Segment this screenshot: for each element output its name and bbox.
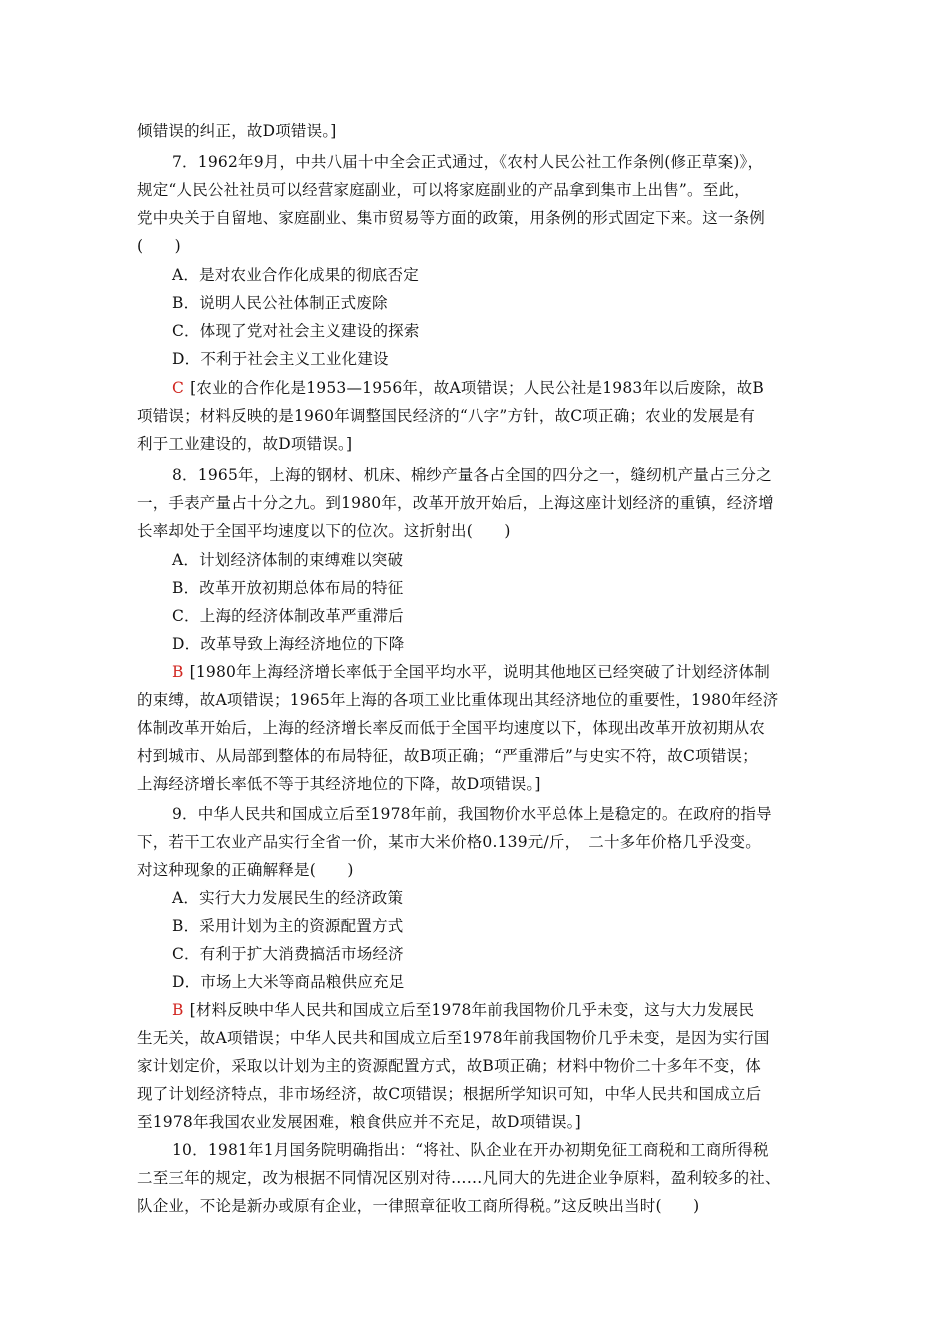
text-line: 党中央关于自留地、家庭副业、集市贸易等方面的政策，用条例的形式固定下来。这一条例	[137, 209, 766, 227]
text-line: 至1978年我国农业发展困难，粮食供应并不充足，故D项错误。]	[137, 1113, 581, 1131]
option-c: C．上海的经济体制改革严重滞后	[172, 607, 404, 625]
option-b: B．采用计划为主的资源配置方式	[172, 917, 404, 935]
option-d: D．不利于社会主义工业化建设	[172, 350, 389, 368]
option-b: B．说明人民公社体制正式废除	[172, 294, 388, 312]
option-a: A．是对农业合作化成果的彻底否定	[172, 266, 419, 284]
text-line: 生无关，故A项错误；中华人民共和国成立后至1978年前我国物价几乎未变，是因为实行国	[137, 1029, 770, 1047]
answer-explanation-8: B [1980年上海经济增长率低于全国平均水平，说明其他地区已经突破了计划经济体制	[172, 663, 770, 681]
text-line: 长率却处于全国平均速度以下的位次。这折射出( )	[137, 522, 511, 540]
text-line: 对这种现象的正确解释是( )	[137, 861, 354, 879]
option-c: C．体现了党对社会主义建设的探索	[172, 322, 420, 340]
option-c: C．有利于扩大消费搞活市场经济	[172, 945, 404, 963]
text-line: 队企业，不论是新办或原有企业，一律照章征收工商所得税。”这反映出当时( )	[137, 1197, 700, 1215]
text-line: 二至三年的规定，改为根据不同情况区别对待……凡同大的先进企业争原料，盈利较多的社、	[137, 1169, 781, 1187]
option-a: A．实行大力发展民生的经济政策	[172, 889, 404, 907]
question-9-stem: 9．中华人民共和国成立后至1978年前，我国物价水平总体上是稳定的。在政府的指导	[172, 805, 772, 823]
option-b: B．改革开放初期总体布局的特征	[172, 579, 404, 597]
text-line: 项错误；材料反映的是1960年调整国民经济的“八字”方针，故C项正确；农业的发展是有	[137, 407, 756, 425]
question-8-stem: 8．1965年，上海的钢材、机床、棉纱产量各占全国的四分之一，缝纫机产量占三分之	[172, 466, 772, 484]
answer-letter: B	[172, 663, 184, 681]
text-line: 体制改革开始后，上海的经济增长率反而低于全国平均速度以下，体现出改革开放初期从农	[137, 719, 766, 737]
text-line: 村到城市、从局部到整体的布局特征，故B项正确；“严重滞后”与史实不符，故C项错误；	[137, 747, 758, 765]
text-line: ( )	[137, 237, 181, 255]
option-a: A．计划经济体制的束缚难以突破	[172, 551, 404, 569]
text-line: 下，若干工农业产品实行全省一价，某市大米价格0.139元/斤， 二十多年价格几乎没变。	[137, 833, 761, 851]
text-line: 上海经济增长率低不等于其经济地位的下降，故D项错误。]	[137, 775, 541, 793]
option-d: D．改革导致上海经济地位的下降	[172, 635, 405, 653]
text-line: 一，手表产量占十分之九。到1980年，改革开放开始后，上海这座计划经济的重镇，经济增	[137, 494, 774, 512]
option-d: D．市场上大米等商品粮供应充足	[172, 973, 405, 991]
answer-letter: C	[172, 379, 185, 397]
text-line: 规定“人民公社社员可以经营家庭副业，可以将家庭副业的产品拿到集市上出售”。至此，	[137, 181, 750, 199]
text-line: 的束缚，故A项错误；1965年上海的各项工业比重体现出其经济地位的重要性，1980年经济	[137, 691, 779, 709]
text-line: 家计划定价，采取以计划为主的资源配置方式，故B项正确；材料中物价二十多年不变，体	[137, 1057, 761, 1075]
answer-letter: B	[172, 1001, 184, 1019]
text-line: 现了计划经济特点，非市场经济，故C项错误；根据所学知识可知，中华人民共和国成立后	[137, 1085, 762, 1103]
question-10-stem: 10．1981年1月国务院明确指出：“将社、队企业在开办初期免征工商税和工商所得税	[172, 1141, 769, 1159]
answer-explanation-7: C [农业的合作化是1953—1956年，故A项错误；人民公社是1983年以后废除，故B	[172, 379, 764, 397]
text-line: 倾错误的纠正，故D项错误。]	[137, 122, 337, 140]
answer-explanation-9: B [材料反映中华人民共和国成立后至1978年前我国物价几乎未变，这与大力发展民	[172, 1001, 755, 1019]
question-7-stem: 7．1962年9月，中共八届十中全会正式通过，《农村人民公社工作条例(修正草案)》，	[172, 153, 764, 171]
text-line: 利于工业建设的，故D项错误。]	[137, 435, 353, 453]
